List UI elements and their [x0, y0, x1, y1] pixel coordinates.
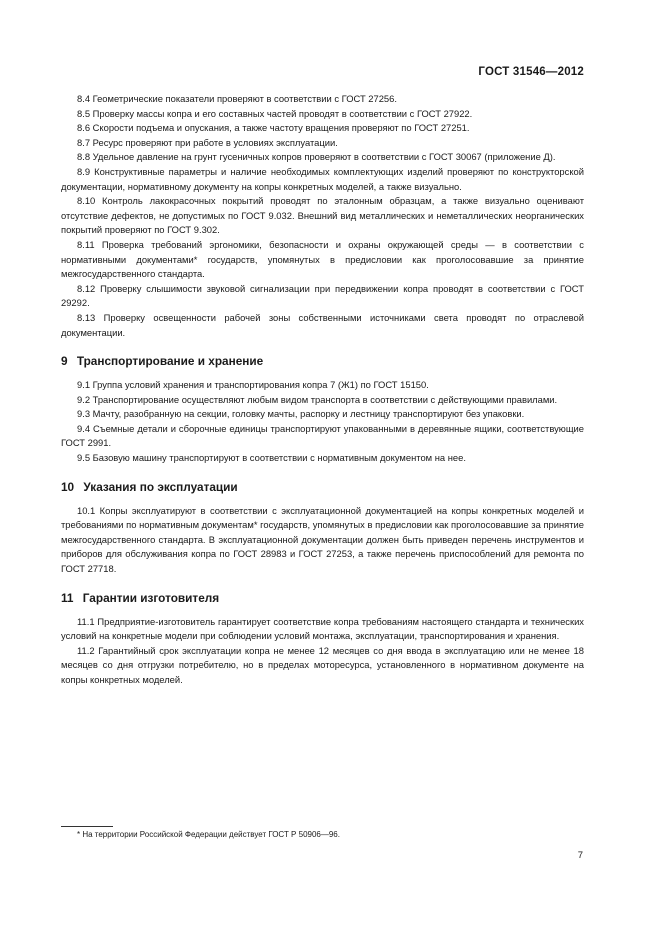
document-id: ГОСТ 31546—2012 [478, 66, 584, 78]
footnote-divider [61, 826, 113, 827]
section-9-number: 9 [61, 354, 68, 369]
paragraph-9-1: 9.1 Группа условий хранения и транспортирования копра 7 (Ж1) по ГОСТ 15150. [77, 379, 429, 391]
paragraph-8-12: 8.12 Проверку слышимости звуковой сигнализации при передвижении копра проводят в соответствии с ГОСТ 29292. [61, 282, 584, 309]
paragraph-10-1: 10.1 Копры эксплуатируют в соответствии с эксплуатационной документацией на копры конкретных моделей и требованиями по нормативным документам* государств, упомянутых в предисловии как проголосовавшие за принятие межгосударственного стандарта. В эксплуатационной документации должен быть приведен перечень инструментов и приборов для обслуживания копра по ГОСТ 28983 и ГОСТ 27253, а также перечень приспособлений для ремонта по ГОСТ 27718. [61, 504, 584, 575]
paragraph-8-9: 8.9 Конструктивные параметры и наличие необходимых комплектующих изделий проверяют по конструкторской документации, нормативному документу на копры конкретных моделей, а также визуально. [61, 165, 584, 192]
page-number: 7 [577, 850, 583, 861]
document-body [61, 92, 584, 688]
paragraph-8-8: 8.8 Удельное давление на грунт гусеничных копров проверяют в соответствии с ГОСТ 30067 (приложение Д). [77, 151, 556, 163]
paragraph-11-2: 11.2 Гарантийный срок эксплуатации копра не менее 12 месяцев со дня ввода в эксплуатацию или не менее 18 месяцев со дня отгрузки потребителю, но в пределах моторесурса, установленного в нормативном документе на копры конкретных моделей. [61, 644, 584, 685]
section-9-title: Транспортирование и хранение [76, 354, 264, 369]
paragraph-8-10: 8.10 Контроль лакокрасочных покрытий проводят по эталонным образцам, а также визуально оценивают отсутствие дефектов, не допустимых по ГОСТ 9.032. Внешний вид металлических и неметаллических неорганических покрытий проверяют по ГОСТ 9.302. [61, 195, 584, 236]
section-11-title: Гарантии изготовителя [82, 590, 220, 605]
paragraph-8-13: 8.13 Проверку освещенности рабочей зоны собственными источниками света проводят по отраслевой документации. [61, 311, 584, 338]
section-9-heading [61, 354, 584, 368]
paragraph-9-2: 9.2 Транспортирование осуществляют любым видом транспорта в соответствии с действующими правилами. [77, 393, 558, 405]
paragraph-9-3: 9.3 Мачту, разобранную на секции, головку мачты, распорку и лестницу транспортируют без упаковки. [77, 408, 525, 420]
paragraph-8-6: 8.6 Скорости подъема и опускания, а также частоту вращения проверяют по ГОСТ 27251. [77, 122, 470, 134]
paragraph-8-4: 8.4 Геометрические показатели проверяют в соответствии с ГОСТ 27256. [77, 93, 397, 104]
paragraph-8-7: 8.7 Ресурс проверяют при работе в условиях эксплуатации. [77, 136, 338, 148]
paragraph-8-11: 8.11 Проверка требований эргономики, безопасности и охраны окружающей среды — в соответствии с нормативными документами* государств, упомянутых в предисловии как проголосовавшие за принятие межгосударственного стандарта. [61, 238, 584, 280]
footnote: * На территории Российской Федерации действует ГОСТ Р 50906—96. [77, 830, 340, 839]
paragraph-8-5: 8.5 Проверку массы копра и его составных частей проводят в соответствии с ГОСТ 27922. [77, 107, 473, 119]
section-10-heading [61, 480, 584, 494]
section-10-number: 10 [61, 479, 75, 494]
paragraph-9-4: 9.4 Съемные детали и сборочные единицы транспортируют упакованными в деревянные ящики, соответствующие ГОСТ 2991. [61, 422, 584, 449]
section-11-heading [61, 591, 584, 605]
section-10-items [61, 504, 584, 577]
section-8-items [61, 92, 584, 340]
section-11-number: 11 [61, 590, 74, 605]
section-9-items [61, 378, 584, 466]
section-10-title: Указания по эксплуатации [83, 479, 238, 494]
section-11-items [61, 615, 584, 688]
paragraph-11-1: 11.1 Предприятие-изготовитель гарантирует соответствие копра требованиям настоящего стандарта и технических условий на конкретные модели при соблюдении условий монтажа, эксплуатации, транспортирования и хранения. [61, 615, 584, 642]
paragraph-9-5: 9.5 Базовую машину транспортируют в соответствии с нормативным документом на нее. [77, 452, 466, 464]
